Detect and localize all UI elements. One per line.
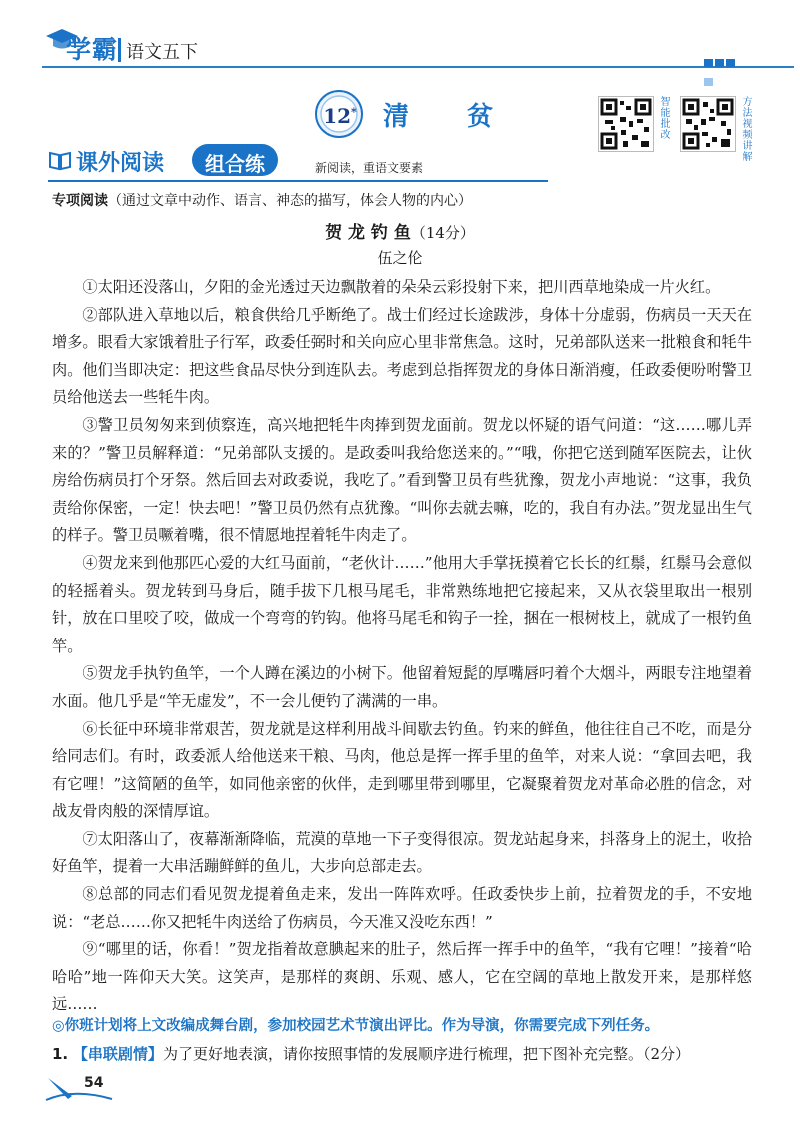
paragraph-7: ⑦太阳落山了，夜幕渐渐降临，荒漠的草地一下子变得很凉。贺龙站起身来，抖落身上的泥土，收拾好鱼竿，提着一大串活蹦鲜鲜的鱼儿，大步向总部走去。: [52, 829, 752, 876]
question-text: 为了更好地表演，请你按照事情的发展顺序进行梳理，把下图补充完整。（2分）: [162, 1045, 690, 1063]
passage-score: （14分）: [410, 224, 475, 242]
task-instruction: ◎你班计划将上文改编成舞台剧，参加校园艺术节演出评比。作为导演，你需要完成下列任务。: [52, 1018, 660, 1034]
paragraph-6: ⑥长征中环境非常艰苦，贺龙就是这样利用战斗间歇去钓鱼。钓来的鲜鱼，他往往自己不吃，而是分给同志们。有时，政委派人给他送来干粮、马肉，他总是挥一挥手里的鱼竿，对来人说：“拿回去吧，我有它哩！”这简陋的鱼竿，如同他亲密的伙伴，走到哪里带到哪里，它凝聚着贺龙对革命必胜的信念，对战友骨肉般的深情厚谊。: [52, 719, 752, 821]
qr-code-grading[interactable]: [598, 96, 654, 152]
paragraph-3: ③警卫员匆匆来到侦察连，高兴地把牦牛肉捧到贺龙面前。贺龙以怀疑的语气问道：“这……哪儿弄来的？”警卫员解释道：“兄弟部队支援的。是政委叫我给您送来的。”“哦，你把它送到随军医院去，让伙房给伤病员打个牙祭。然后回去对政委说，我吃了。”看到警卫员有些犹豫，贺龙小声地说：“这事，我负责给你保密，一定！快去吧！”警卫员仍然有点犹豫。“叫你去就去嘛，吃的，我自有办法。”贺龙显出生气的样子。警卫员噘着嘴，很不情愿地捏着牦牛肉走了。: [52, 415, 752, 545]
passage-title-text: 贺 龙 钓 鱼: [325, 223, 411, 243]
header-decoration: [704, 52, 744, 60]
passage-body: [52, 274, 752, 1019]
brand-name: 学霸: [66, 35, 119, 64]
paragraph-9: ⑨“哪里的话，你看！”贺龙指着故意腆起来的肚子，然后挥一挥手中的鱼竿，“我有它哩！”接着“哈哈哈”地一阵仰天大笑。这笑声，是那样的爽朗、乐观、感人，它在空阔的草地上散发开来，是那样悠远……: [52, 940, 752, 1014]
section-tag: 新阅读，重语文要素: [315, 161, 424, 175]
page-number: 54: [84, 1075, 104, 1091]
paragraph-8: ⑧总部的同志们看见贺龙提着鱼走来，发出一阵阵欢呼。任政委快步上前，拉着贺龙的手，不安地说：“老总……你又把牦牛肉送给了伤病员，今天准又没吃东西！”: [52, 885, 752, 931]
paragraph-2: ②部队进入草地以后，粮食供给几乎断绝了。战士们经过长途跋涉，身体十分虚弱，伤病员一天天在增多。眼看大家饿着肚子行军，政委任弼时和关向应心里非常焦急。这时，兄弟部队送来一批粮食和牦牛肉。他们当即决定：把这些食品尽快分到连队去。考虑到总指挥贺龙的身体日渐消瘦，任政委便吩咐警卫员给他送去一些牦牛肉。: [52, 305, 752, 407]
qr-label-grading: 智能批改: [658, 96, 669, 140]
question-number: 1.: [52, 1045, 69, 1063]
reading-focus-label: 专项阅读: [52, 193, 108, 209]
reading-focus: [52, 190, 472, 210]
section-rule: [48, 180, 548, 182]
book-icon: [48, 149, 72, 171]
qr-label-video: 方法视频讲解: [740, 96, 751, 162]
qr-code-video[interactable]: [680, 96, 736, 152]
passage-title: [0, 218, 800, 243]
question-1: [52, 1043, 690, 1064]
section-pill-text: 组合练: [205, 152, 265, 176]
question-tag: 【串联剧情】: [72, 1045, 163, 1063]
section-label: 课外阅读: [76, 151, 165, 176]
reading-focus-text: （通过文章中动作、语言、神态的描写，体会人物的内心）: [108, 193, 472, 209]
paragraph-1: ①太阳还没落山，夕阳的金光透过天边飘散着的朵朵云彩投射下来，把川西草地染成一片火红。: [82, 278, 721, 296]
lesson-number: 12*: [323, 104, 357, 128]
subject-label: 语文五下: [126, 42, 198, 63]
paragraph-5: ⑤贺龙手执钓鱼竿，一个人蹲在溪边的小树下。他留着短髭的厚嘴唇叼着个大烟斗，两眼专注地望着水面。他几乎是“竿无虚发”，不一会儿便钓了满满的一串。: [52, 664, 752, 710]
passage-author: 伍之伦: [377, 249, 423, 267]
header-divider: [118, 38, 121, 62]
paragraph-4: ④贺龙来到他那匹心爱的大红马面前，“老伙计……”他用大手掌抚摸着它长长的红鬃，红鬃马会意似的轻摇着头。贺龙转到马身后，随手拔下几根马尾毛，非常熟练地把它接起来，又从衣袋里取出一根别针，放在口里咬了咬，做成一个弯弯的钓钩。他将马尾毛和钩子一拴，捆在一根树枝上，就成了一根钓鱼竿。: [52, 553, 752, 655]
pen-icon: [44, 1074, 114, 1102]
lesson-title: 清贫: [383, 102, 552, 132]
